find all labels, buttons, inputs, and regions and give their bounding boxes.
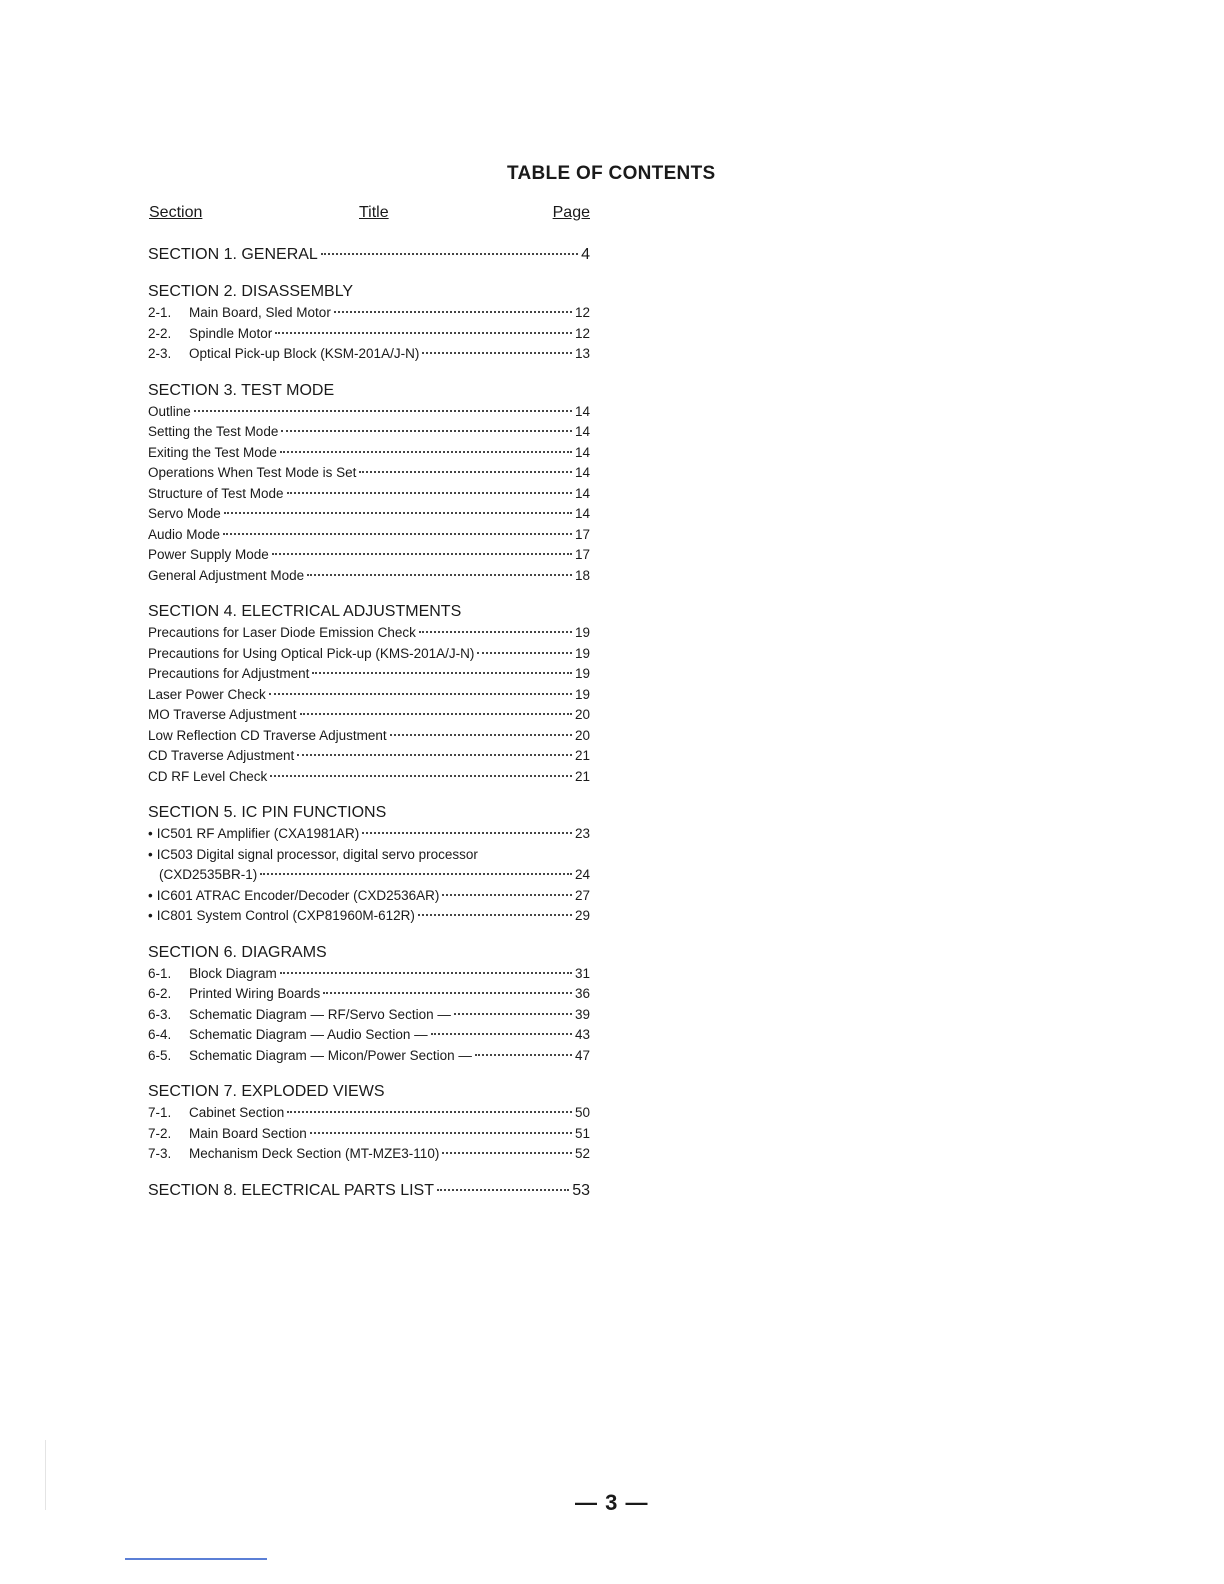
entry-page: 14 (574, 444, 590, 460)
entry-title: General Adjustment Mode (148, 567, 305, 583)
section-page: 53 (572, 1181, 590, 1199)
dot-leader (442, 894, 572, 896)
toc-entry (148, 303, 590, 324)
section-page: 4 (581, 246, 590, 263)
toc-entry (148, 344, 590, 365)
toc-entry (148, 422, 590, 443)
toc-entry (148, 463, 590, 484)
section-heading (148, 380, 590, 402)
entry-title: Power Supply Mode (148, 547, 269, 562)
entry-title: Block Diagram (189, 965, 277, 981)
toc-entry (148, 865, 590, 886)
entry-number: 2-2. (148, 325, 172, 341)
entry-page: 52 (574, 1146, 590, 1161)
entry-title: Servo Mode (148, 506, 221, 521)
section-title: SECTION 3. TEST MODE (148, 381, 335, 399)
entry-page: 19 (574, 666, 590, 681)
entry-number: 6-2. (148, 986, 172, 1001)
toc-section (148, 1081, 590, 1165)
dot-leader (390, 734, 572, 736)
dot-leader (321, 253, 578, 255)
toc-entry (148, 824, 590, 845)
toc-section (148, 244, 590, 266)
entry-title: Main Board Section (189, 1125, 307, 1141)
entry-page: 19 (574, 645, 590, 661)
entry-page: 27 (574, 887, 590, 903)
entry-number: 6-3. (148, 1006, 172, 1022)
entry-page: 17 (574, 547, 590, 562)
dot-leader (297, 754, 572, 756)
entry-page: 43 (574, 1027, 590, 1042)
entry-number: 6-4. (148, 1027, 172, 1042)
dot-leader (260, 873, 572, 875)
entry-number: 7-1. (148, 1105, 172, 1120)
entry-title: MO Traverse Adjustment (148, 707, 297, 722)
dot-leader (194, 410, 572, 412)
dot-leader (310, 1132, 572, 1134)
column-header-section: Section (149, 204, 203, 221)
entry-page: 23 (574, 826, 590, 841)
dot-leader (307, 574, 572, 576)
entry-page: 20 (574, 707, 590, 722)
entry-page: 20 (574, 727, 590, 743)
entry-page: 47 (574, 1047, 590, 1063)
dot-leader (223, 533, 572, 535)
toc-entry (148, 324, 590, 345)
entry-title: IC801 System Control (CXP81960M-612R) (156, 908, 415, 923)
toc-entry (148, 566, 590, 587)
entry-page: 24 (574, 867, 590, 882)
dot-leader (300, 713, 572, 715)
entry-title: Spindle Motor (189, 325, 273, 341)
entry-page: 13 (574, 346, 590, 361)
section-heading (148, 244, 590, 266)
page-number: — 3 — (575, 1490, 649, 1515)
section-title: SECTION 7. EXPLODED VIEWS (148, 1083, 385, 1100)
toc-entry (148, 845, 590, 866)
entry-title: Operations When Test Mode is Set (148, 465, 357, 480)
dot-leader (281, 430, 572, 432)
dot-leader (475, 1054, 572, 1056)
entry-title: Schematic Diagram — Micon/Power Section — (189, 1047, 472, 1063)
entry-title: Outline (148, 403, 191, 419)
entry-page: 19 (574, 625, 590, 640)
dot-leader (431, 1033, 572, 1035)
entry-title: IC501 RF Amplifier (CXA1981AR) (156, 826, 360, 841)
column-header-title: Title (359, 204, 389, 221)
entry-title: Low Reflection CD Traverse Adjustment (148, 727, 387, 743)
entry-title: Structure of Test Mode (148, 485, 284, 501)
entry-title: Setting the Test Mode (148, 424, 279, 439)
section-heading (148, 1180, 590, 1202)
entry-title: Precautions for Adjustment (148, 666, 310, 681)
entry-title: Schematic Diagram — RF/Servo Section — (189, 1006, 451, 1022)
toc-entry (148, 545, 590, 566)
toc-entry (148, 402, 590, 423)
toc-entry (148, 623, 590, 644)
dot-leader (280, 972, 572, 974)
entry-number: 2-3. (148, 346, 172, 361)
dot-leader (269, 693, 572, 695)
entry-title: (CXD2535BR-1) (159, 867, 258, 882)
bullet-marker: • (148, 826, 153, 841)
toc-entry (148, 705, 590, 726)
dot-leader (224, 512, 572, 514)
dot-leader (418, 914, 572, 916)
entry-title: Main Board, Sled Motor (189, 305, 331, 320)
entry-page: 36 (574, 986, 590, 1001)
entry-page: 18 (574, 567, 590, 583)
toc-section (148, 601, 590, 787)
toc-entry (148, 1005, 590, 1026)
section-heading (148, 281, 590, 303)
section-heading (148, 1081, 590, 1103)
entry-page: 19 (574, 686, 590, 702)
toc-entry (148, 1103, 590, 1124)
entry-title: IC503 Digital signal processor, digital servo processor (156, 846, 478, 862)
entry-number: 6-1. (148, 965, 172, 981)
dot-leader (280, 451, 572, 453)
toc-entry (148, 525, 590, 546)
entry-title: Exiting the Test Mode (148, 444, 277, 460)
entry-page: 50 (574, 1105, 590, 1120)
dot-leader (359, 471, 572, 473)
toc-section (148, 380, 590, 587)
section-title: SECTION 6. DIAGRAMS (148, 943, 327, 961)
toc-entry (148, 964, 590, 985)
toc-entry (148, 886, 590, 907)
toc-entry (148, 644, 590, 665)
section-title: SECTION 2. DISASSEMBLY (148, 283, 354, 300)
toc-entry (148, 443, 590, 464)
section-title: SECTION 8. ELECTRICAL PARTS LIST (148, 1181, 434, 1199)
entry-title: Mechanism Deck Section (MT-MZE3-110) (189, 1146, 440, 1161)
entry-title: Cabinet Section (189, 1105, 285, 1120)
toc-entry (148, 906, 590, 927)
toc-entry (148, 1025, 590, 1046)
toc-entry (148, 664, 590, 685)
footer-rule (125, 1558, 267, 1560)
dot-leader (287, 492, 572, 494)
toc-entry (148, 1046, 590, 1067)
dot-leader (422, 352, 572, 354)
toc-section (148, 281, 590, 365)
toc-section (148, 802, 590, 927)
toc-entry (148, 984, 590, 1005)
dot-leader (437, 1189, 569, 1191)
entry-page: 21 (574, 748, 590, 763)
entry-page: 31 (574, 965, 590, 981)
table-of-contents (148, 204, 590, 1217)
dot-leader (477, 652, 572, 654)
toc-entry (148, 685, 590, 706)
toc-entry (148, 1144, 590, 1165)
entry-page: 17 (574, 526, 590, 542)
dot-leader (419, 631, 572, 633)
entry-page: 12 (574, 325, 590, 341)
entry-page: 21 (574, 768, 590, 784)
entry-title: Precautions for Using Optical Pick-up (KMS-201A/J-N) (148, 645, 475, 661)
entry-title: Optical Pick-up Block (KSM-201A/J-N) (189, 346, 420, 361)
toc-sections (148, 244, 590, 1202)
bullet-marker: • (148, 846, 153, 862)
entry-page: 14 (574, 403, 590, 419)
toc-section (148, 942, 590, 1067)
dot-leader (272, 553, 572, 555)
entry-title: Audio Mode (148, 526, 221, 542)
dot-leader (454, 1013, 572, 1015)
entry-title: Precautions for Laser Diode Emission Check (148, 625, 416, 640)
entry-title: Schematic Diagram — Audio Section — (189, 1027, 428, 1042)
toc-entry (148, 504, 590, 525)
toc-entry (148, 1124, 590, 1145)
dot-leader (323, 992, 572, 994)
entry-title: CD Traverse Adjustment (148, 748, 295, 763)
entry-title: IC601 ATRAC Encoder/Decoder (CXD2536AR) (156, 887, 440, 903)
dot-leader (287, 1111, 572, 1113)
dot-leader (362, 832, 572, 834)
entry-number: 7-3. (148, 1146, 172, 1161)
toc-entry (148, 746, 590, 767)
toc-section (148, 1180, 590, 1202)
dot-leader (334, 311, 572, 313)
entry-page: 14 (574, 424, 590, 439)
entry-number: 2-1. (148, 305, 172, 320)
column-headers (148, 204, 590, 228)
section-heading (148, 802, 590, 824)
entry-title: CD RF Level Check (148, 768, 268, 784)
page-title: TABLE OF CONTENTS (507, 163, 716, 184)
entry-page: 39 (574, 1006, 590, 1022)
entry-page: 14 (574, 465, 590, 480)
entry-page: 51 (574, 1125, 590, 1141)
column-header-page: Page (552, 204, 590, 221)
toc-entry (148, 767, 590, 788)
entry-page: 14 (574, 506, 590, 521)
section-title: SECTION 4. ELECTRICAL ADJUSTMENTS (148, 603, 462, 620)
dot-leader (442, 1152, 572, 1154)
section-heading (148, 942, 590, 964)
section-title: SECTION 1. GENERAL (148, 246, 318, 263)
entry-title: Printed Wiring Boards (189, 986, 321, 1001)
entry-page: 29 (574, 908, 590, 923)
entry-number: 6-5. (148, 1047, 172, 1063)
bullet-marker: • (148, 887, 153, 903)
section-heading (148, 601, 590, 623)
entry-page: 12 (574, 305, 590, 320)
section-title: SECTION 5. IC PIN FUNCTIONS (148, 804, 387, 821)
entry-page: 14 (574, 485, 590, 501)
entry-title: Laser Power Check (148, 686, 266, 702)
dot-leader (270, 775, 572, 777)
entry-number: 7-2. (148, 1125, 172, 1141)
toc-entry (148, 484, 590, 505)
dot-leader (275, 332, 572, 334)
dot-leader (312, 672, 572, 674)
scan-edge-mark (45, 1440, 46, 1510)
bullet-marker: • (148, 908, 153, 923)
toc-entry (148, 726, 590, 747)
